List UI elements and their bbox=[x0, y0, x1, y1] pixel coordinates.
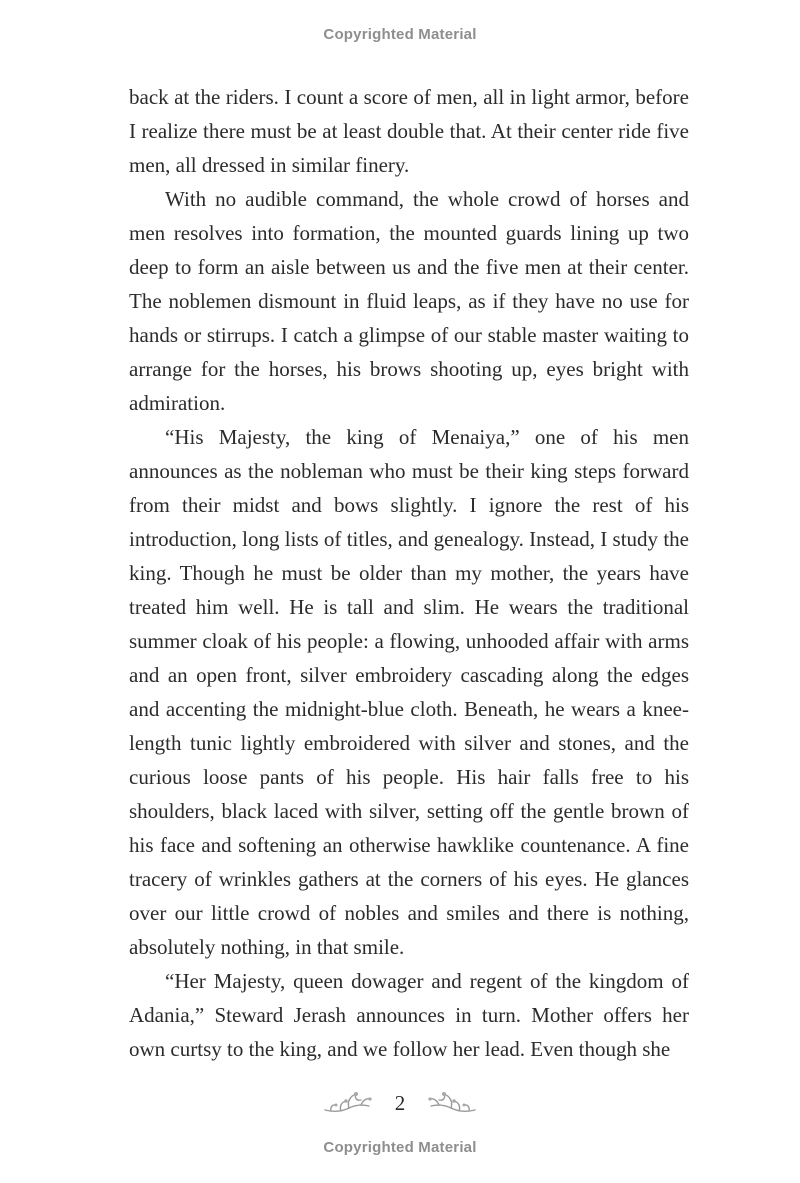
paragraph-4: “Her Majesty, queen dowager and regent of the kingdom of Adania,” Steward Jerash announces in turn. Mother offers her own curtsy to the king, and we follow her lead. Even though she bbox=[129, 969, 689, 1061]
page-body bbox=[129, 80, 689, 1066]
copyright-watermark-top: Copyrighted Material bbox=[323, 26, 477, 43]
page-number: 2 bbox=[394, 1090, 406, 1115]
right-flourish-icon bbox=[427, 1090, 477, 1116]
paragraph-2: With no audible command, the whole crowd of horses and men resolves into formation, the mounted guards lining up two deep to form an aisle between us and the five men at their center. The noblemen dismount in fluid leaps, as if they have no use for hands or stirrups. I catch a glimpse of our stable master waiting to arrange for the horses, his brows shooting up, eyes bright with admiration. bbox=[129, 187, 689, 415]
left-flourish-icon bbox=[323, 1090, 373, 1116]
copyright-watermark-bottom: Copyrighted Material bbox=[323, 1139, 477, 1156]
folio bbox=[0, 1090, 800, 1116]
paragraph-3: “His Majesty, the king of Menaiya,” one of his men announces as the nobleman who must be their king steps forward from their midst and bows slightly. I ignore the rest of his introduction, long lists of titles, and genealogy. Instead, I study the king. Though he must be older than my mother, the years have treated him well. He is tall and slim. He wears the traditional summer cloak of his people: a flowing, unhooded affair with arms and an open front, silver embroidery cascading along the edges and accenting the midnight-blue cloth. Beneath, he wears a knee-length tunic lightly embroidered with silver and stones, and the curious loose pants of his people. His hair falls free to his shoulders, black laced with silver, setting off the gentle brown of his face and softening an otherwise hawklike countenance. A fine tracery of wrinkles gathers at the corners of his eyes. He glances over our little crowd of nobles and smiles and there is nothing, absolutely nothing, in that smile. bbox=[129, 425, 689, 959]
paragraph-1: back at the riders. I count a score of men, all in light armor, before I realize there must be at least double that. At their center ride five men, all dressed in similar finery. bbox=[129, 85, 689, 177]
